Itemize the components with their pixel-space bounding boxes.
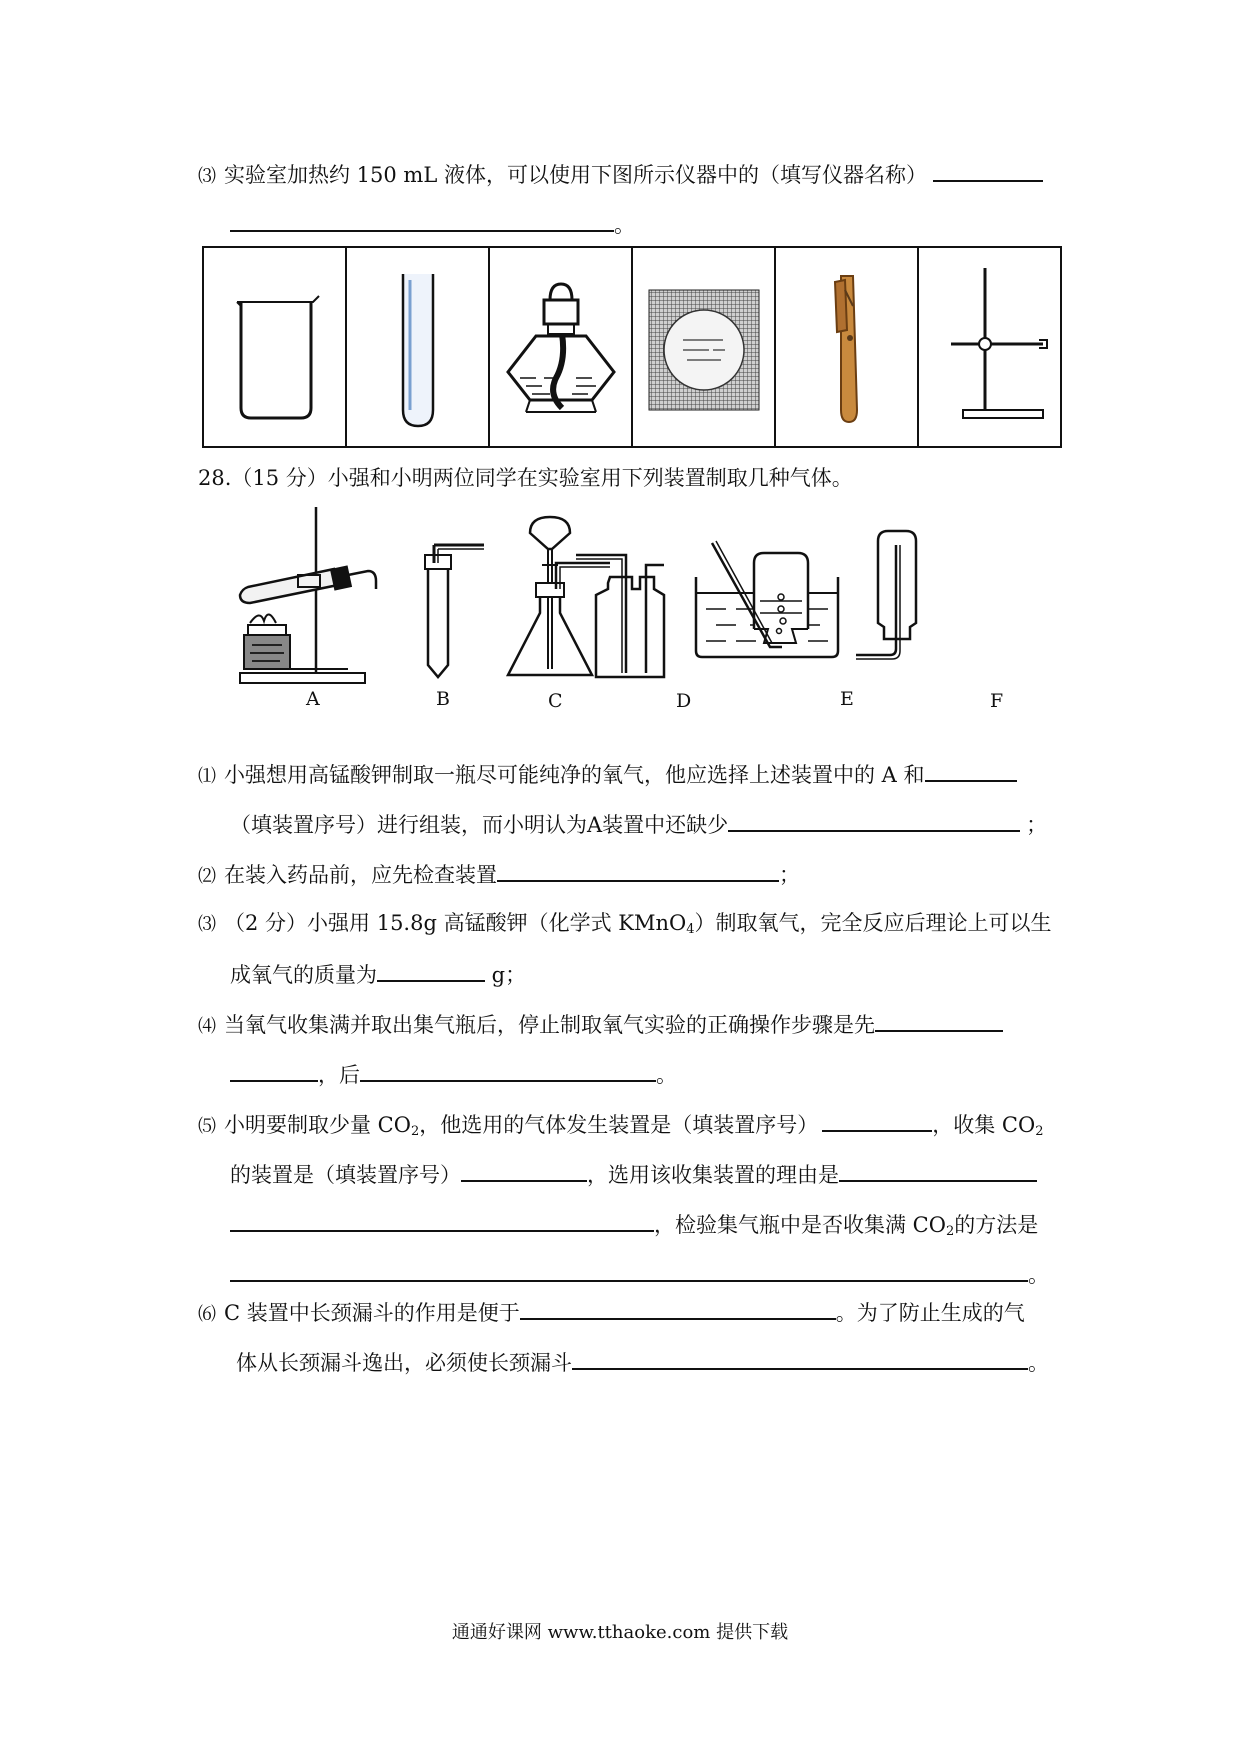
- q28-4-line1: [198, 1008, 1003, 1038]
- q28-5-number: ⑸: [198, 1116, 216, 1137]
- q28-2-number: ⑵: [198, 866, 216, 887]
- q28-1-text-a: 小强想用高锰酸钾制取一瓶尽可能纯净的氧气，他应选择上述装置中的 A 和: [224, 763, 925, 787]
- q27-3-line2: [230, 208, 635, 238]
- q28-3-line1: [198, 908, 1051, 938]
- q28-5-subscript-1: 2: [410, 1124, 420, 1139]
- apparatus-label-c: C: [548, 690, 563, 712]
- q28-3-end: g；: [485, 963, 527, 987]
- q28-6-line1: [198, 1296, 1025, 1326]
- q28-1-text-b: （填装置序号）进行组装，而小明认为A装置中还缺少: [230, 813, 729, 837]
- q28-4-number: ⑷: [198, 1016, 216, 1037]
- q28-5-line3: [230, 1208, 1038, 1238]
- apparatus-a-icon: [240, 507, 376, 683]
- instrument-table: [202, 246, 1062, 448]
- apparatus-label-d: D: [676, 690, 692, 712]
- q28-3-number: ⑶: [198, 914, 216, 935]
- q28-3-subscript: 4: [686, 922, 695, 937]
- answer-blank-q28-3[interactable]: [377, 958, 485, 982]
- q27-3-text: 实验室加热约 150 mL 液体，可以使用下图所示仪器中的（填写仪器名称）: [224, 163, 927, 187]
- answer-blank-q28-6a[interactable]: [520, 1296, 836, 1320]
- q28-1-end: ；: [1026, 813, 1048, 837]
- q28-5-text-a3: ，收集 CO: [932, 1113, 1036, 1137]
- q28-2-line: [198, 858, 800, 888]
- q28-6-text-b: 体从长颈漏斗逸出，必须使长颈漏斗: [236, 1351, 572, 1375]
- iron-stand-icon: [925, 260, 1055, 430]
- q28-3-text-a: （2 分）小强用 15.8g 高锰酸钾（化学式 KMnO: [224, 911, 687, 935]
- q28-5-subscript-2: 2: [1035, 1124, 1044, 1139]
- q28-6-end: 。: [1028, 1351, 1049, 1375]
- answer-blank-q28-5a[interactable]: [822, 1108, 932, 1132]
- q28-5-text-c1: ，检验集气瓶中是否收集满 CO: [654, 1213, 946, 1237]
- instrument-cell-alcohol-lamp: [489, 247, 632, 447]
- q27-3-end: 。: [614, 213, 635, 237]
- answer-blank-q28-5e[interactable]: [230, 1258, 1028, 1282]
- q28-3-text-b: 成氧气的质量为: [230, 963, 377, 987]
- q28-5-end: 。: [1028, 1263, 1049, 1287]
- q28-6-text-a2: 。为了防止生成的气: [835, 1301, 1025, 1325]
- answer-blank-q28-4a[interactable]: [875, 1008, 1003, 1032]
- q28-5-text-c2: 的方法是: [954, 1213, 1039, 1237]
- q28-6-line2: [236, 1346, 1049, 1376]
- apparatus-c-icon: [508, 517, 610, 675]
- q28-5-text-b1: 的装置是（填装置序号）: [230, 1163, 461, 1187]
- instrument-cell-iron-stand: [918, 247, 1061, 447]
- answer-blank-q28-4c[interactable]: [360, 1058, 656, 1082]
- answer-blank-q28-5b[interactable]: [461, 1158, 587, 1182]
- apparatus-e-icon: [696, 541, 838, 657]
- apparatus-label-e: E: [840, 688, 854, 710]
- alcohol-lamp-icon: [496, 260, 626, 430]
- q28-5-text-a2: ，他选用的气体发生装置是（填装置序号）: [419, 1113, 819, 1137]
- q28-5-line4: [230, 1258, 1049, 1288]
- answer-blank-q28-1a[interactable]: [925, 758, 1017, 782]
- answer-blank-q28-5c[interactable]: [839, 1158, 1037, 1182]
- apparatus-b-icon: [425, 545, 484, 677]
- q28-5-line2: [230, 1158, 1037, 1188]
- apparatus-f-icon: [856, 531, 916, 659]
- test-tube-icon: [358, 260, 478, 430]
- answer-blank-q28-4b[interactable]: [230, 1058, 318, 1082]
- answer-blank-q27-3a[interactable]: [933, 158, 1043, 182]
- answer-blank-q28-1b[interactable]: [728, 808, 1020, 832]
- q28-5-subscript-3: 2: [945, 1224, 955, 1239]
- q28-5-text-a1: 小明要制取少量 CO: [224, 1113, 411, 1137]
- q28-4-end: 。: [656, 1063, 677, 1087]
- answer-blank-q28-2[interactable]: [497, 858, 779, 882]
- asbestos-mesh-icon: [639, 260, 769, 430]
- test-tube-holder-icon: [787, 260, 907, 430]
- answer-blank-q28-5d[interactable]: [230, 1208, 654, 1232]
- q28-4-text-a: 当氧气收集满并取出集气瓶后，停止制取氧气实验的正确操作步骤是先: [224, 1013, 875, 1037]
- instrument-cell-beaker: [203, 247, 346, 447]
- page-footer: 通通好课网 www.tthaoke.com 提供下载: [451, 1622, 789, 1643]
- beaker-icon: [215, 260, 335, 430]
- instrument-cell-test-tube-holder: [775, 247, 918, 447]
- q28-4-text-mid: ，后: [318, 1063, 360, 1087]
- q28-1-line1: [198, 758, 1017, 788]
- apparatus-label-a: A: [306, 688, 320, 710]
- q28-6-text-a1: C 装置中长颈漏斗的作用是便于: [224, 1301, 520, 1325]
- q28-5-line1: [198, 1108, 1044, 1138]
- q28-1-line2: [230, 808, 1047, 838]
- apparatus-figure: [230, 505, 1060, 700]
- q27-3-number: ⑶: [198, 166, 216, 187]
- q28-3-line2: [230, 958, 526, 988]
- apparatus-label-f: F: [990, 690, 1004, 712]
- q28-1-number: ⑴: [198, 766, 216, 787]
- answer-blank-q28-6b[interactable]: [572, 1346, 1028, 1370]
- q28-2-end: ；: [779, 863, 800, 887]
- q28-2-text: 在装入药品前，应先检查装置: [224, 863, 497, 887]
- q27-3-line1: [198, 158, 1043, 188]
- q28-4-line2: [230, 1058, 677, 1088]
- instrument-cell-asbestos-mesh: [632, 247, 775, 447]
- q28-5-text-b2: ，选用该收集装置的理由是: [587, 1163, 839, 1187]
- instrument-cell-test-tube: [346, 247, 489, 447]
- q28-6-number: ⑹: [198, 1304, 216, 1325]
- apparatus-label-b: B: [436, 688, 450, 710]
- answer-blank-q27-3b[interactable]: [230, 208, 614, 232]
- q28-intro: 28.（15 分）小强和小明两位同学在实验室用下列装置制取几种气体。: [198, 466, 853, 490]
- apparatus-d-icon: [576, 555, 664, 677]
- q28-3-text-a2: ）制取氧气，完全反应后理论上可以生: [694, 911, 1052, 935]
